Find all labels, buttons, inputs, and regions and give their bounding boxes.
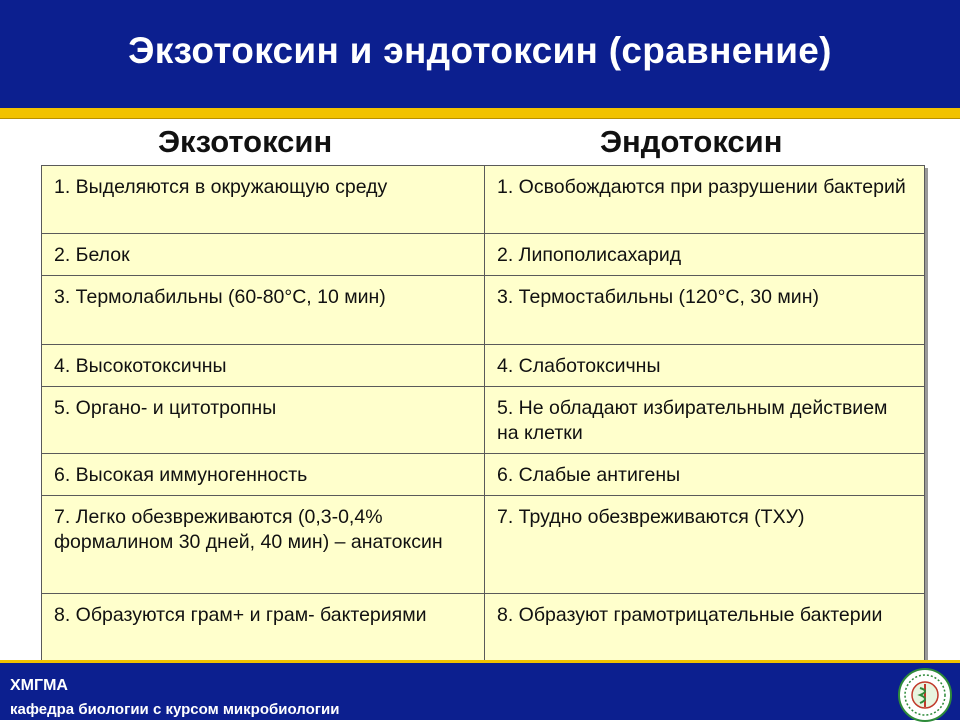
table-row bbox=[42, 387, 925, 454]
exotoxin-cell: 3. Термолабильны (60-80°С, 10 мин) bbox=[42, 276, 485, 345]
medical-emblem-icon bbox=[898, 668, 952, 722]
exotoxin-cell: 6. Высокая иммуногенность bbox=[42, 454, 485, 496]
endotoxin-cell: 1. Освобождаются при разрушении бактерий bbox=[485, 166, 925, 234]
endotoxin-cell: 2. Липополисахарид bbox=[485, 234, 925, 276]
table-row bbox=[42, 594, 925, 661]
exotoxin-cell: 5. Органо- и цитотропны bbox=[42, 387, 485, 454]
exotoxin-cell: 4. Высокотоксичны bbox=[42, 345, 485, 387]
exotoxin-cell: 8. Образуются грам+ и грам- бактериями bbox=[42, 594, 485, 661]
endotoxin-cell: 8. Образуют грамотрицательные бактерии bbox=[485, 594, 925, 661]
footer-department: кафедра биологии с курсом микробиологии bbox=[10, 701, 340, 718]
endotoxin-cell: 5. Не обладают избирательным действием на клетки bbox=[485, 387, 925, 454]
slide-footer bbox=[0, 660, 960, 720]
endotoxin-cell: 6. Слабые антигены bbox=[485, 454, 925, 496]
table-row bbox=[42, 496, 925, 594]
comparison-table bbox=[41, 165, 925, 661]
slide-header bbox=[0, 0, 960, 108]
exotoxin-cell: 2. Белок bbox=[42, 234, 485, 276]
column-heading-endotoxin: Эндотоксин bbox=[600, 124, 783, 159]
exotoxin-cell: 7. Легко обезвреживаются (0,3-0,4% формалином 30 дней, 40 мин) – анатоксин bbox=[42, 496, 485, 594]
table-row bbox=[42, 234, 925, 276]
slide-title: Экзотоксин и эндотоксин (сравнение) bbox=[128, 30, 832, 71]
exotoxin-cell: 1. Выделяются в окружающую среду bbox=[42, 166, 485, 234]
table-row bbox=[42, 345, 925, 387]
accent-bar bbox=[0, 108, 960, 119]
footer-organization: ХМГМА bbox=[10, 677, 68, 694]
table-row bbox=[42, 276, 925, 345]
table-row bbox=[42, 166, 925, 234]
endotoxin-cell: 7. Трудно обезвреживаются (ТХУ) bbox=[485, 496, 925, 594]
column-heading-exotoxin: Экзотоксин bbox=[158, 124, 333, 159]
endotoxin-cell: 3. Термостабильны (120°С, 30 мин) bbox=[485, 276, 925, 345]
endotoxin-cell: 4. Слаботоксичны bbox=[485, 345, 925, 387]
table-row bbox=[42, 454, 925, 496]
